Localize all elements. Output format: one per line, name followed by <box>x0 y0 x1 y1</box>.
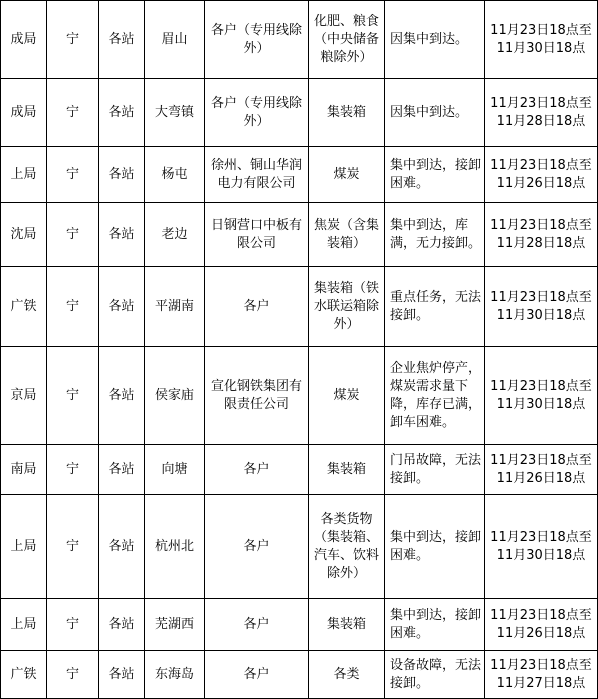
consignee-cell: 宣化钢铁集团有限责任公司 <box>205 347 309 445</box>
reason-cell: 门吊故障，无法接卸。 <box>385 445 485 495</box>
origin-station-cell: 各站 <box>99 445 145 495</box>
direction-cell: 宁 <box>47 147 99 203</box>
reason-cell: 因集中到达。 <box>385 79 485 147</box>
bureau-cell: 成局 <box>1 79 47 147</box>
table-row <box>1 147 598 203</box>
reason-cell: 集中到达，库满，无力接卸。 <box>385 203 485 267</box>
reason-cell: 重点任务，无法接卸。 <box>385 267 485 347</box>
direction-cell: 宁 <box>47 79 99 147</box>
period-cell: 11月23日18点至11月27日18点 <box>485 651 598 699</box>
table-row <box>1 495 598 599</box>
table-row <box>1 651 598 699</box>
direction-cell: 宁 <box>47 1 99 79</box>
bureau-cell: 广铁 <box>1 267 47 347</box>
period-cell: 11月23日18点至11月28日18点 <box>485 203 598 267</box>
goods-cell: 集装箱 <box>309 599 385 651</box>
period-cell: 11月23日18点至11月26日18点 <box>485 599 598 651</box>
origin-station-cell: 各站 <box>99 79 145 147</box>
period-cell: 11月23日18点至11月30日18点 <box>485 347 598 445</box>
origin-station-cell: 各站 <box>99 495 145 599</box>
reason-cell: 因集中到达。 <box>385 1 485 79</box>
consignee-cell: 各户（专用线除外） <box>205 1 309 79</box>
bureau-cell: 上局 <box>1 495 47 599</box>
bureau-cell: 沈局 <box>1 203 47 267</box>
goods-cell: 煤炭 <box>309 147 385 203</box>
goods-cell: 煤炭 <box>309 347 385 445</box>
reason-cell: 设备故障，无法接卸。 <box>385 651 485 699</box>
destination-station-cell: 老边 <box>145 203 205 267</box>
destination-station-cell: 杨屯 <box>145 147 205 203</box>
bureau-cell: 京局 <box>1 347 47 445</box>
direction-cell: 宁 <box>47 203 99 267</box>
period-cell: 11月23日18点至11月28日18点 <box>485 79 598 147</box>
goods-cell: 集装箱 <box>309 79 385 147</box>
table-row <box>1 203 598 267</box>
table-row <box>1 599 598 651</box>
origin-station-cell: 各站 <box>99 599 145 651</box>
direction-cell: 宁 <box>47 599 99 651</box>
direction-cell: 宁 <box>47 651 99 699</box>
goods-cell: 各类货物（集装箱、汽车、饮料除外） <box>309 495 385 599</box>
origin-station-cell: 各站 <box>99 267 145 347</box>
consignee-cell: 各户 <box>205 445 309 495</box>
consignee-cell: 各户 <box>205 267 309 347</box>
destination-station-cell: 侯家庙 <box>145 347 205 445</box>
goods-cell: 集装箱（铁水联运箱除外） <box>309 267 385 347</box>
destination-station-cell: 大弯镇 <box>145 79 205 147</box>
table-row <box>1 445 598 495</box>
origin-station-cell: 各站 <box>99 651 145 699</box>
reason-cell: 集中到达，接卸困难。 <box>385 147 485 203</box>
origin-station-cell: 各站 <box>99 147 145 203</box>
bureau-cell: 上局 <box>1 599 47 651</box>
goods-cell: 集装箱 <box>309 445 385 495</box>
period-cell: 11月23日18点至11月30日18点 <box>485 495 598 599</box>
table-row <box>1 1 598 79</box>
origin-station-cell: 各站 <box>99 1 145 79</box>
destination-station-cell: 杭州北 <box>145 495 205 599</box>
bureau-cell: 广铁 <box>1 651 47 699</box>
reason-cell: 企业焦炉停产，煤炭需求量下降，库存已满，卸车困难。 <box>385 347 485 445</box>
consignee-cell: 日钢营口中板有限公司 <box>205 203 309 267</box>
period-cell: 11月23日18点至11月30日18点 <box>485 267 598 347</box>
consignee-cell: 各户 <box>205 599 309 651</box>
reason-cell: 集中到达，接卸困难。 <box>385 495 485 599</box>
direction-cell: 宁 <box>47 445 99 495</box>
direction-cell: 宁 <box>47 267 99 347</box>
destination-station-cell: 眉山 <box>145 1 205 79</box>
period-cell: 11月23日18点至11月30日18点 <box>485 1 598 79</box>
table-row <box>1 79 598 147</box>
table-row <box>1 347 598 445</box>
consignee-cell: 各户 <box>205 651 309 699</box>
destination-station-cell: 东海岛 <box>145 651 205 699</box>
bureau-cell: 上局 <box>1 147 47 203</box>
bureau-cell: 成局 <box>1 1 47 79</box>
origin-station-cell: 各站 <box>99 347 145 445</box>
consignee-cell: 徐州、铜山华润电力有限公司 <box>205 147 309 203</box>
destination-station-cell: 平湖南 <box>145 267 205 347</box>
goods-cell: 各类 <box>309 651 385 699</box>
origin-station-cell: 各站 <box>99 203 145 267</box>
table-body <box>1 1 598 699</box>
consignee-cell: 各户 <box>205 495 309 599</box>
period-cell: 11月23日18点至11月26日18点 <box>485 147 598 203</box>
consignee-cell: 各户（专用线除外） <box>205 79 309 147</box>
reason-cell: 集中到达，接卸困难。 <box>385 599 485 651</box>
direction-cell: 宁 <box>47 495 99 599</box>
goods-cell: 化肥、粮食（中央储备粮除外） <box>309 1 385 79</box>
bureau-cell: 南局 <box>1 445 47 495</box>
destination-station-cell: 芜湖西 <box>145 599 205 651</box>
direction-cell: 宁 <box>47 347 99 445</box>
period-cell: 11月23日18点至11月26日18点 <box>485 445 598 495</box>
goods-cell: 焦炭（含集装箱） <box>309 203 385 267</box>
destination-station-cell: 向塘 <box>145 445 205 495</box>
table-row <box>1 267 598 347</box>
